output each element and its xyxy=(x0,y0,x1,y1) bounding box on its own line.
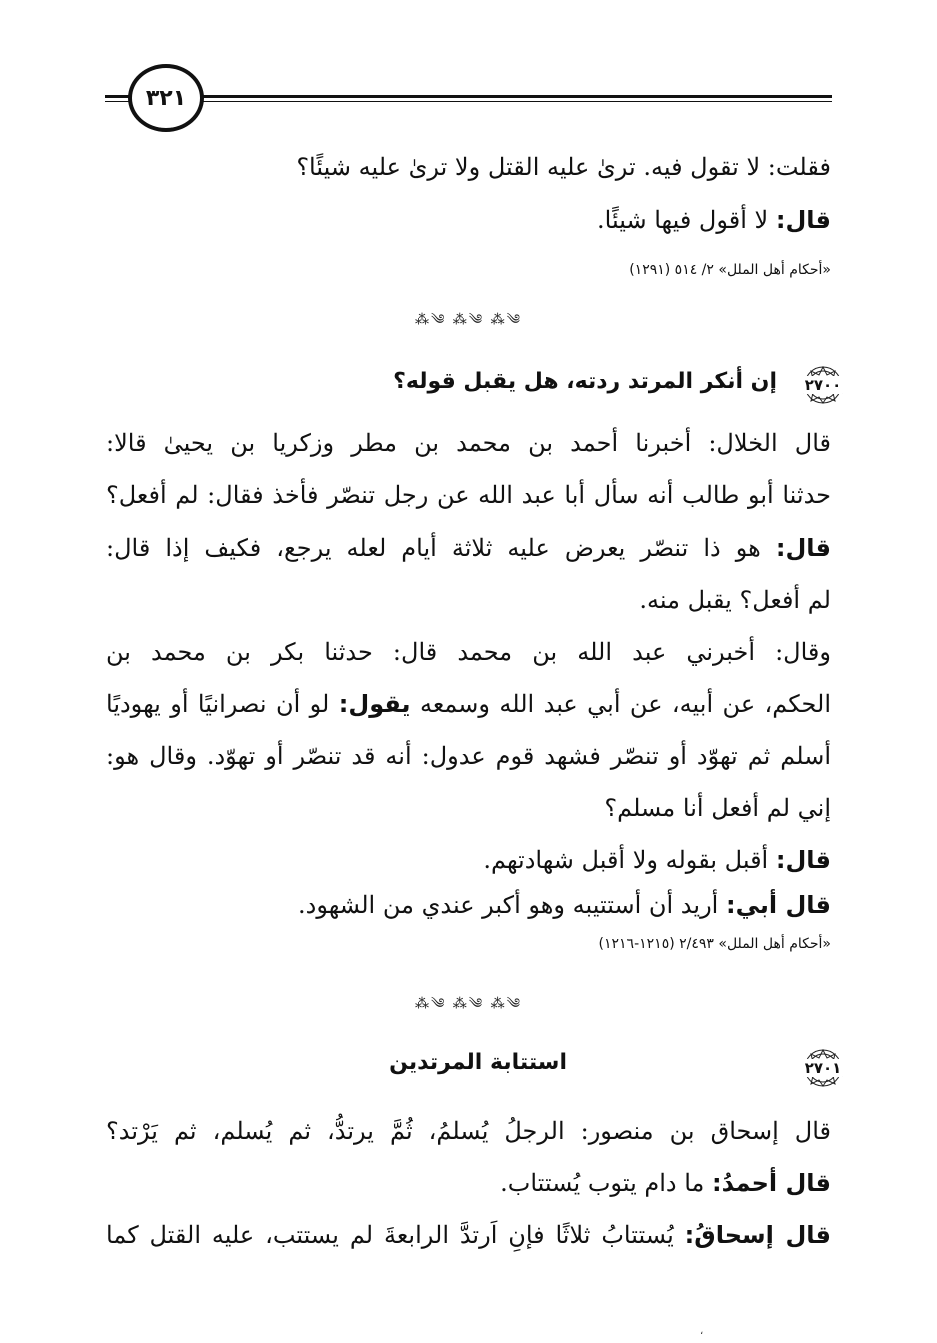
text-line: إني لم أفعل أنا مسلم؟ xyxy=(604,794,831,822)
text-line: وقال: أخبرني عبد الله بن محمد قال: حدثنا بكر بن محمد بن xyxy=(106,638,831,666)
page-number: ٣٢١ xyxy=(145,85,187,111)
speaker-label: قال أحمدُ: xyxy=(712,1169,831,1197)
header-rule-thin xyxy=(105,101,832,102)
page-number-badge xyxy=(128,64,204,132)
text-line xyxy=(483,840,831,880)
text-line: لم أفعل؟ يقبل منه. xyxy=(639,586,831,614)
text-line xyxy=(106,684,831,724)
line-text: لو أن نصرانيًا أو يهوديًا xyxy=(106,690,339,718)
stray-mark: ، xyxy=(700,1326,704,1337)
section-number: ٢٧٠١ xyxy=(804,1059,842,1077)
line-text: ما دام يتوب يُستتاب. xyxy=(500,1169,713,1197)
section-title: إن أنكر المرتد ردته، هل يقبل قوله؟ xyxy=(393,369,777,394)
section-number: ٢٧٠٠ xyxy=(804,376,842,394)
citation: «أحكام أهل الملل» ٢/ ٥١٤ (١٢٩١) xyxy=(629,262,831,278)
text-line: حدثنا أبو طالب أنه سأل أبا عبد الله عن رجل تنصّر فأخذ فقال: لم أفعل؟ xyxy=(106,481,832,509)
emphasis: يقول: xyxy=(338,690,411,718)
speaker-label: قال إسحاقُ: xyxy=(684,1221,831,1249)
line-text: الحكم، عن أبيه، عن أبي عبد الله وسمعه xyxy=(410,690,831,718)
line-text: هو ذا تنصّر يعرض عليه ثلاثة أيام لعله يرجع، فكيف إذا قال: xyxy=(106,534,776,562)
header-rule xyxy=(105,95,832,98)
section-divider-ornament: ⁂༄ ⁂༄ ⁂༄ xyxy=(414,996,522,1012)
section-divider-ornament: ⁂༄ ⁂༄ ⁂༄ xyxy=(414,312,522,328)
text-line: قال إسحاق بن منصور: الرجلُ يُسلمُ، ثُمَّ يرتدُّ، ثم يُسلم، ثم يَرْتد؟ xyxy=(106,1117,831,1145)
text-line xyxy=(298,885,831,925)
text-line xyxy=(106,1215,831,1255)
text-line xyxy=(106,528,831,568)
section-number-badge xyxy=(797,365,849,405)
text-line xyxy=(500,1163,831,1203)
line-text: يُستتابُ ثلاثًا فإنِ اَرتدَّ الرابعةَ لم يستتب، عليه القتل كما xyxy=(106,1221,685,1249)
section-title: استتابة المرتدين xyxy=(389,1050,567,1075)
citation: «أحكام أهل الملل» ٢/٤٩٣ (١٢١٥-١٢١٦) xyxy=(598,936,831,952)
speaker-label: قال: xyxy=(775,206,831,234)
line-text: أريد أن أستتيبه وهو أكبر عندي من الشهود. xyxy=(298,891,726,919)
speaker-label: قال: xyxy=(775,846,831,874)
text-line: قال الخلال: أخبرنا أحمد بن محمد بن مطر وزكريا بن يحيىٰ قالا: xyxy=(106,429,831,457)
text-line: فقلت: لا تقول فيه. ترىٰ عليه القتل ولا ترىٰ عليه شيئًا؟ xyxy=(296,153,831,181)
line-text: لا أقول فيها شيئًا. xyxy=(597,206,776,234)
speaker-label: قال: xyxy=(775,534,831,562)
speaker-label: قال أبي: xyxy=(725,891,831,919)
line-text: أقبل بقوله ولا أقبل شهادتهم. xyxy=(483,846,776,874)
section-number-badge xyxy=(797,1048,849,1088)
text-line xyxy=(597,200,831,240)
text-line: أسلم ثم تهوّد أو تنصّر فشهد قوم عدول: أنه قد تنصّر أو تهوّد. وقال هو: xyxy=(106,742,831,770)
